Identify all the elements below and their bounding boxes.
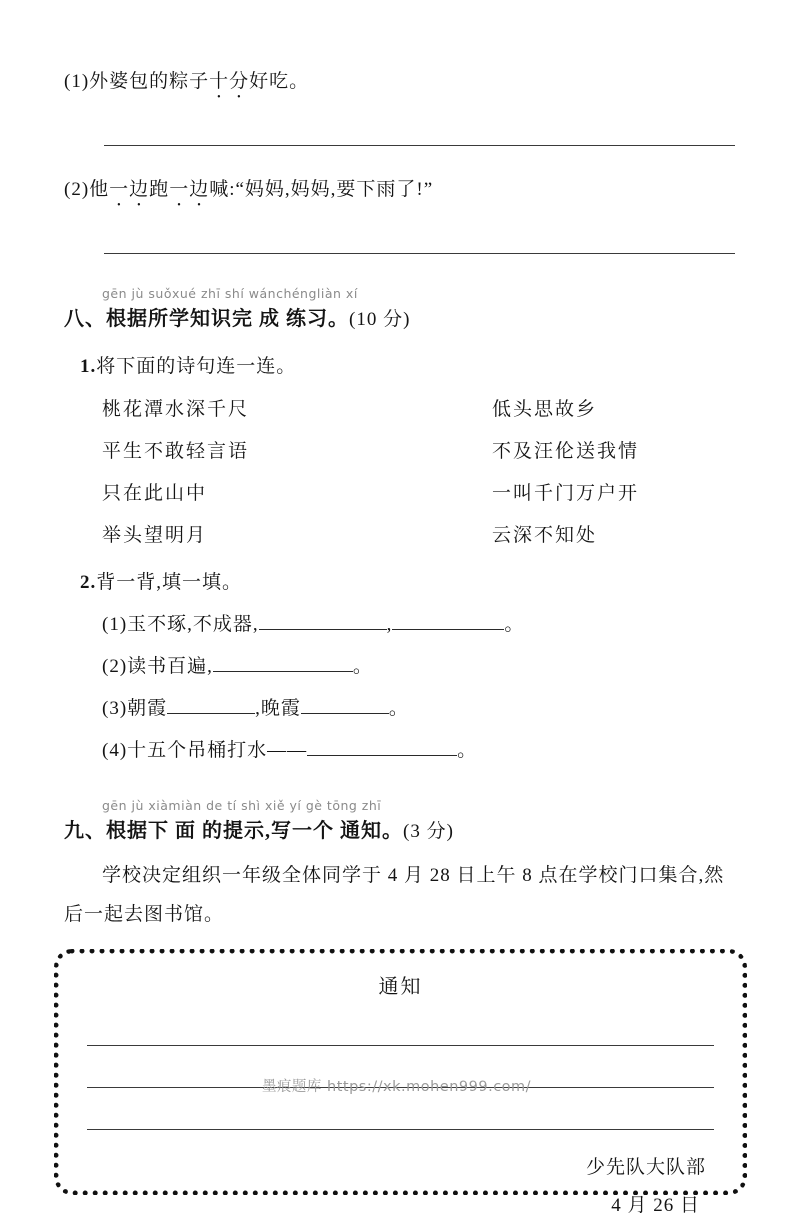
notice-prompt: 学校决定组织一年级全体同学于 4 月 28 日上午 8 点在学校门口集合,然后一起去图书馆。 xyxy=(64,865,725,925)
sentence-1-emphasized-word: 十分 xyxy=(209,71,250,92)
fill-item-3-blank-1 xyxy=(167,698,255,714)
section-9-title-text: 九、根据下 面 的提示,写一个 通知。 xyxy=(64,820,403,842)
poem-left-2: 平生不敢轻言语 xyxy=(102,441,250,462)
section-9-pinyin-hint: gēn jù xiàmiàn de tí shì xiě yí gè tōng zhī xyxy=(102,798,382,813)
fill-item-4-text-a: (4)十五个吊桶打水—— xyxy=(102,740,308,761)
exercise-2-heading xyxy=(80,567,737,594)
section-8-title-text: 八、根据所学知识完 成 练习。 xyxy=(64,308,349,330)
poem-matching-exercise xyxy=(102,394,737,547)
sentence-2-emphasized-word-1: 一边 xyxy=(109,179,150,200)
sentence-2-mid: 跑 xyxy=(149,179,170,200)
poem-right-4: 云深不知处 xyxy=(492,525,598,546)
section-8-title xyxy=(64,302,737,331)
exercise-2-number: 2. xyxy=(80,572,97,593)
section-9-score: (3 分) xyxy=(403,821,454,842)
fill-item-3 xyxy=(102,693,737,720)
fill-item-3-text-c: 。 xyxy=(388,698,409,719)
exercise-1-number: 1. xyxy=(80,356,97,377)
answer-line-1 xyxy=(104,145,735,146)
answer-line-2 xyxy=(104,253,735,254)
section-8 xyxy=(64,286,737,762)
poem-left-1: 桃花潭水深千尺 xyxy=(102,399,250,420)
sentence-2-emphasized-word-2: 一边 xyxy=(169,179,210,200)
fill-item-1-blank-2 xyxy=(392,614,504,630)
fill-item-1-text-c: 。 xyxy=(504,614,525,635)
section-9-title xyxy=(64,814,737,843)
fill-item-3-text-b: ,晚霞 xyxy=(255,698,301,719)
poem-left-4: 举头望明月 xyxy=(102,525,208,546)
poem-right-3: 一叫千门万户开 xyxy=(492,483,640,504)
sentence-1-post: 好吃。 xyxy=(249,71,310,92)
exercise-2-title: 背一背,填一填。 xyxy=(96,572,243,593)
notice-writing-line-1 xyxy=(87,1045,714,1046)
fill-item-4-text-b: 。 xyxy=(457,740,478,761)
section-8-pinyin-hint: gēn jù suǒxué zhī shí wánchéngliàn xí xyxy=(102,286,358,301)
sentence-1 xyxy=(64,66,737,103)
notice-date: 4 月 26 日 xyxy=(611,1194,700,1216)
notice-signature: 少先队大队部 xyxy=(585,1156,706,1178)
notice-writing-line-3 xyxy=(87,1129,714,1130)
page-footer: 墨痕题库 https://xk.mohen999.com/ xyxy=(261,1079,532,1095)
notice-box xyxy=(54,949,747,1216)
poem-right-1: 低头思故乡 xyxy=(492,399,598,420)
fill-item-1 xyxy=(102,609,737,636)
fill-item-1-blank-1 xyxy=(259,614,387,630)
sentence-2-post: 喊:“妈妈,妈妈,要下雨了!” xyxy=(209,179,434,200)
fill-item-3-text-a: (3)朝霞 xyxy=(102,698,168,719)
notice-title: 通知 xyxy=(378,975,423,998)
fill-item-1-text-a: (1)玉不琢,不成器, xyxy=(102,614,259,635)
sentence-2-pre: (2)他 xyxy=(64,179,110,200)
poem-right-2: 不及汪伦送我情 xyxy=(492,441,640,462)
fill-item-3-blank-2 xyxy=(301,698,389,714)
fill-item-2 xyxy=(102,651,737,678)
poem-left-3: 只在此山中 xyxy=(102,483,208,504)
fill-item-2-text-a: (2)读书百遍, xyxy=(102,656,213,677)
fill-item-1-text-b: , xyxy=(386,614,393,635)
exercise-1-heading xyxy=(80,351,737,378)
section-8-score: (10 分) xyxy=(349,309,411,330)
fill-item-4-blank-1 xyxy=(307,740,457,756)
sentence-2 xyxy=(64,174,737,211)
fill-item-2-text-b: 。 xyxy=(352,656,373,677)
fill-item-4 xyxy=(102,735,737,762)
fill-item-2-blank-1 xyxy=(213,656,353,672)
exercise-1-title: 将下面的诗句连一连。 xyxy=(96,356,297,377)
sentence-1-pre: (1)外婆包的粽子 xyxy=(64,71,210,92)
section-9 xyxy=(64,798,737,1216)
